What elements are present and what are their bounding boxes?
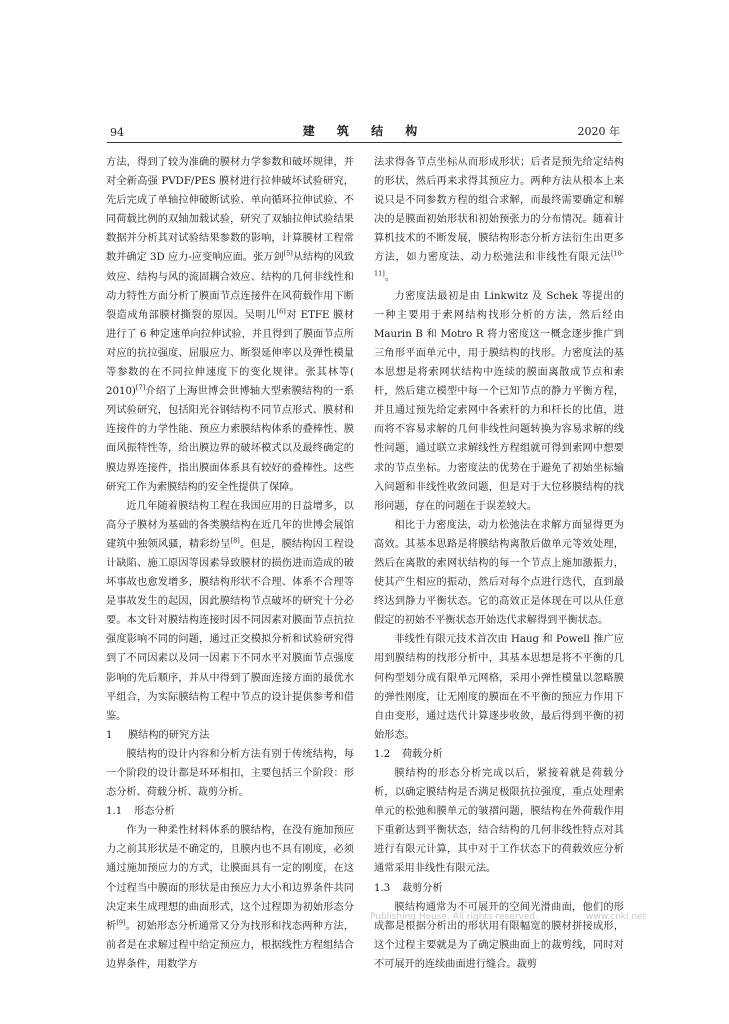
left-column <box>106 153 354 974</box>
subsection-heading <box>374 745 624 764</box>
section-heading <box>106 726 354 745</box>
paragraph-text: 作为一种柔性材料体系的膜结构，在没有施加预应力之前其形状是不确定的，且膜内也不具有刚度，必须通过施加预应力的方式，让膜面具有一定的刚度，在这个过程当中膜面的形状是由预应力大小和边界条件共同决定来生成理想的曲面形式，这个过程即为初始形态分析 <box>106 825 354 932</box>
paragraph-text: 法求得各节点坐标从而形成形状；后者是预先给定结构的形状，然后再来求得其预应力。两种方法从根本上来说只是不同参数方程的组合求解，而最终需要确定和解决的是膜面初始形状和初始预张力的分布情况。随着计算机技术的不断发展，膜结构形态分析方法衍生出更多方法，如力密度法、动力松弛法和非线性有限元法 <box>374 157 624 264</box>
publication-year: 2020 年 <box>577 125 620 138</box>
paragraph-text: 从结构的风致效应、结构与风的流固耦合效应、结构的几何非线性和动力特性方面分析了膜面节点连接件在风荷载作用下断裂造成角部膜材撕裂的原因。吴明儿 <box>106 252 355 321</box>
paragraph-text: 相比于力密度法，动力松弛法在求解方面显得更为高效。其基本思路是将膜结构离散后做单元等效处理，然后在离散的索网状结构的每一个节点上施加激振力，使其产生相应的振动，然后对每个点进行迭代，直到最终达到静力平衡状态。它的高效正是体现在可以从任意假定的初始不平衡状态开始迭代求解得到平衡状态。 <box>374 519 624 627</box>
paragraph-text: 膜结构通常为不可展开的空间光滑曲面，他们的形成都是根据分析出的形状用有限幅宽的膜材拼接成形，这个过程主要就是为了确定膜曲面上的裁剪线，同时对不可展开的连续曲面进行缝合。裁剪 <box>374 901 624 970</box>
body-paragraph <box>374 764 624 879</box>
paragraph-text: 。 <box>384 271 395 283</box>
paragraph-text: 近几年随着膜结构工程在我国应用的日益增多，以高分子膜材为基础的各类膜结构在近几年的世博会展馆建筑中独领风骚，精彩纷呈 <box>106 500 354 550</box>
page-number: 94 <box>110 126 124 139</box>
paragraph-text: 方法，得到了较为准确的膜材力学参数和破坏规律，并对全新高强 PVDF/PES 膜材进行拉伸破坏试验研究，先后完成了单轴拉伸破断试验、单向循环拉伸试验、不同荷载比例的双轴加载试验，研究了双轴拉伸试验结果数据并分析其对试验结果参数的影响，计算膜材工程常数并确定 3D 应力-应变响应面。张万剑 <box>106 157 354 264</box>
body-paragraph <box>106 153 354 497</box>
heading-text: 裁剪分析 <box>402 882 443 894</box>
heading-text: 形态分析 <box>134 806 175 818</box>
paragraph-text: 膜结构的形态分析完成以后，紧接着就是荷载分析，以确定膜结构是否满足极限抗拉强度，重点处理索单元的松弛和膜单元的皱褶问题，膜结构在外荷载作用下重新达到平衡状态，结合结构的几何非线性特点对其进行有限元计算，其中对于工作状态下的荷载效应分析通常采用非线性有限元法。 <box>374 768 624 875</box>
heading-number: 1.2 <box>374 748 391 760</box>
citation-ref: [6] <box>276 307 286 316</box>
citation-ref: [10-11] <box>374 250 624 278</box>
paragraph-text: 对 ETFE 膜材进行了 6 种定速单向拉伸试验，并且得到了膜面节点所对应的抗拉强度、屈服应力、断裂延伸率以及弹性模量等参数的在不同拉伸速度下的变化规律。张其林等( 2010) <box>106 309 355 398</box>
citation-ref: [5] <box>283 250 293 259</box>
body-paragraph <box>374 516 624 631</box>
paragraph-text: 。但是，膜结构因工程设计缺陷、施工原因等因素导致膜材的损伤进而造成的破坏事故也愈发增多，膜结构形状不合理、体系不合理等是事故发生的起因，因此膜结构节点破坏的研究十分必要。本文针对膜结构连接时因不同因素对膜面节点抗拉强度影响不同的问题，通过正交模拟分析和试验研究得到了不同因素以及同一因素下不同水平对膜面节点强度影响的先后顺序，并从中得到了膜面连接方面的最优水平组合，为实际膜结构工程中节点的设计提供参考和借鉴。 <box>106 538 355 722</box>
body-paragraph <box>374 898 624 974</box>
body-paragraph <box>106 821 354 974</box>
citation-ref: [8] <box>230 536 240 545</box>
heading-number: 1.1 <box>106 806 123 818</box>
paragraph-text: 。初始形态分析通常又分为找形和找态两种方法，前者是在求解过程中给定预应力，根据线性方程组结合边界条件，用数学方 <box>106 920 355 970</box>
paragraph-text: 膜结构的设计内容和分析方法有别于传统结构，每一个阶段的设计都是环环相扣，主要包括三个阶段：形态分析、荷载分析、裁剪分析。 <box>106 748 354 799</box>
citation-ref: [9] <box>116 918 126 927</box>
subsection-heading <box>106 802 354 821</box>
heading-text: 荷载分析 <box>402 748 443 760</box>
heading-number: 1.3 <box>374 882 391 894</box>
body-paragraph <box>106 745 354 802</box>
subsection-heading <box>374 879 624 898</box>
body-paragraph <box>106 497 354 726</box>
citation-ref: [7] <box>135 383 146 392</box>
right-column <box>374 153 624 974</box>
heading-text: 膜结构的研究方法 <box>128 729 210 741</box>
paragraph-text: 力密度法最初是由 Linkwitz 及 Schek 等提出的一种主要用于索网结构找形分析的方法，然后经由 Maurin B 和 Motro R 将力密度这一概念逐步推广到三角形平面单元中，用于膜结构的找形。力密度法的基本思想是将索网状结构中连续的膜面离散成节点和索杆，然后建立模型中每一个已知节点的静力平衡方程，并且通过预先给定索网中各索杆的力和杆长的比值，进而将不容易求解的几何非线性问题转换为容易求解的线性问题，通过联立求解线性方程组就可得到索网中想要求的节点坐标。力密度法的优势在于避免了初始坐标输入问题和非线性收敛问题，但是对于大位移膜结构的找形问题，存在的问题在于误差较大。 <box>374 290 624 512</box>
paragraph-text: 介绍了上海世博会世博轴大型索膜结构的一系列试验研究，包括阳光谷钢结构不同节点形式、膜材和连接件的力学性能、预应力索膜结构体系的叠棒性、膜面风振特性等，给出膜边界的破坏模式以及最终确定的膜边界连接件，指出膜面体系具有较好的叠棒性。这些研究工作为索膜结构的安全性提供了保障。 <box>106 386 354 493</box>
page-header <box>107 122 622 143</box>
heading-number: 1 <box>106 729 113 741</box>
journal-title: 建 筑 结 构 <box>302 124 427 138</box>
body-paragraph <box>374 287 624 516</box>
watermark-text: Publishing House. All rights reserved. <box>370 912 538 922</box>
paragraph-text: 非线性有限元技术首次由 Haug 和 Powell 推广应用到膜结构的找形分析中，其基本思想是将不平衡的几何构型划分成有限单元网格，采用小弹性模量以忽略膜的弹性刚度，让无刚度的膜面在不平衡的预应力作用下自由变形，通过迭代计算逐步收敛，最后得到平衡的初始形态。 <box>374 634 624 741</box>
watermark-url: www.cnki.net <box>586 912 647 922</box>
body-paragraph <box>374 153 624 287</box>
body-paragraph <box>374 630 624 745</box>
